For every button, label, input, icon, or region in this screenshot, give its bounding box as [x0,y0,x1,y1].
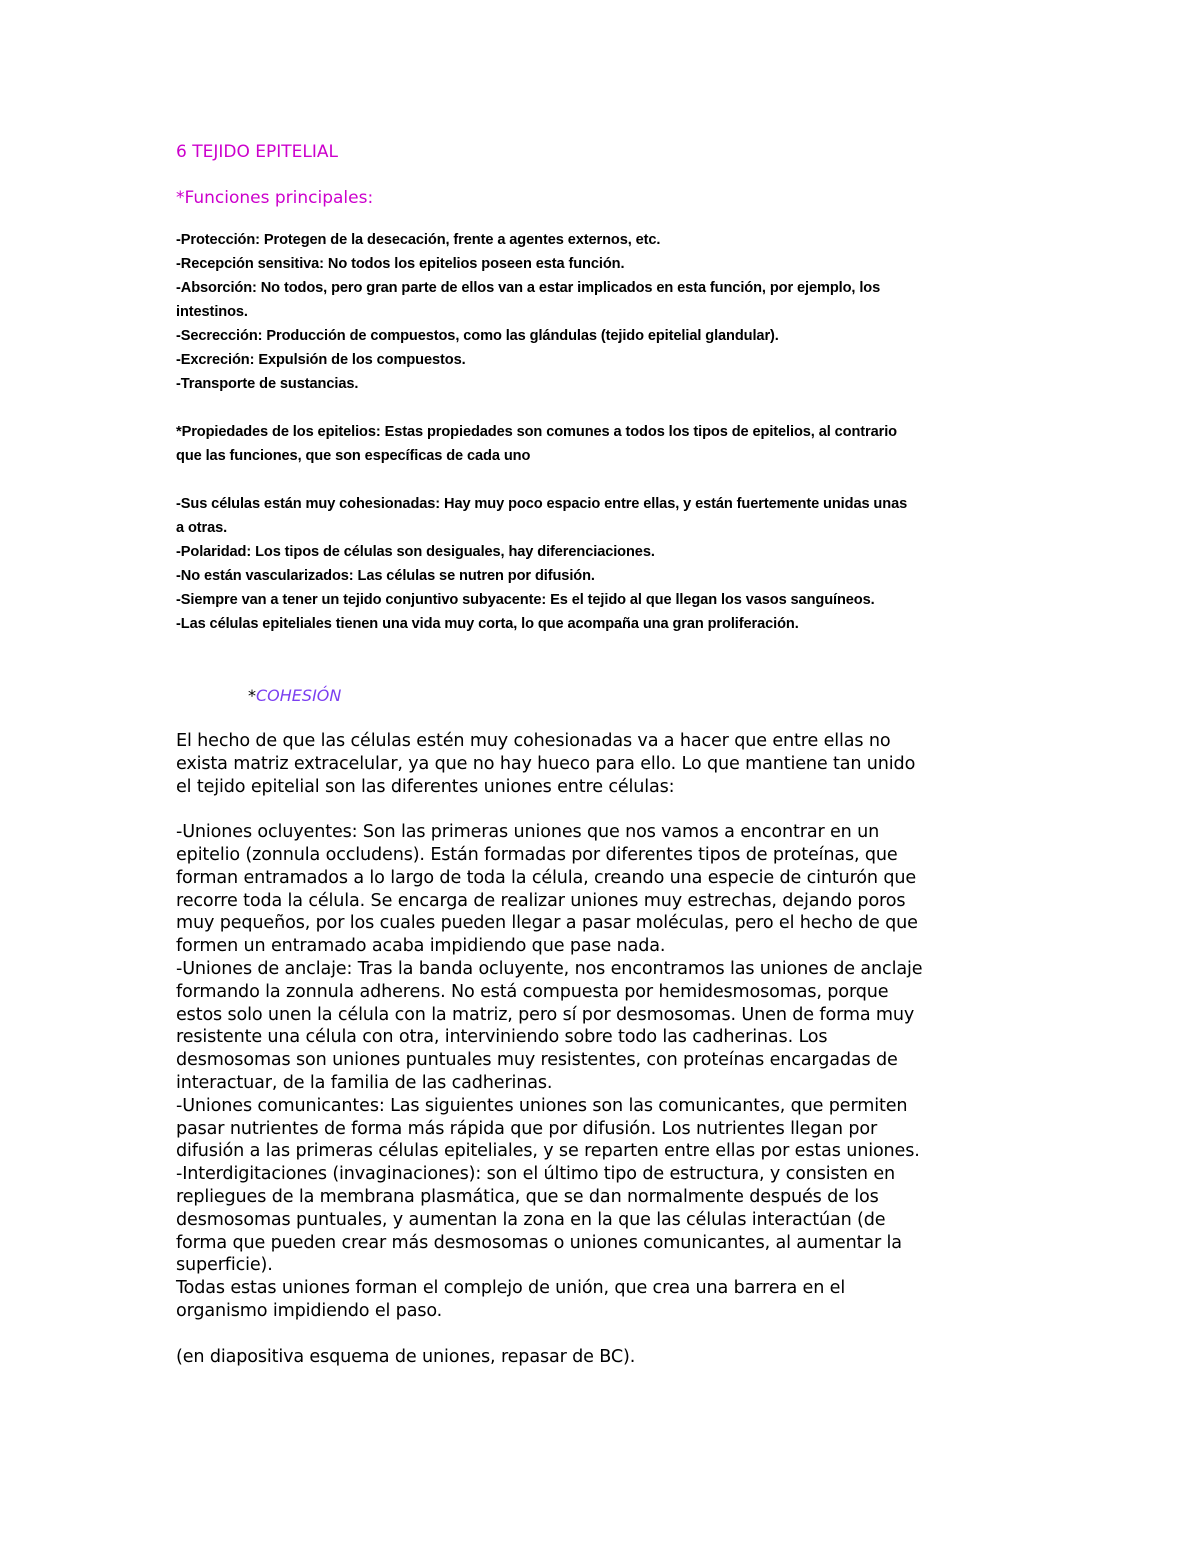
propiedad-line: -Polaridad: Los tipos de células son desiguales, hay diferenciaciones. [176,544,655,560]
uniones-line: recorre toda la célula. Se encarga de realizar uniones muy estrechas, dejando poros [176,890,906,911]
uniones-line: formen un entramado acaba impidiendo que pase nada. [176,936,666,957]
funcion-line: -Excreción: Expulsión de los compuestos. [176,352,466,368]
document-title: 6 TEJIDO EPITELIAL [176,142,338,162]
cohesion-heading-text: COHESIÓN [256,686,342,705]
funcion-line: -Transporte de sustancias. [176,376,359,392]
propiedad-line: -Las células epiteliales tienen una vida muy corta, lo que acompaña una gran proliferación. [176,616,799,632]
uniones-line: formando la zonnula adherens. No está compuesta por hemidesmosomas, porque [176,981,889,1002]
propiedad-line: -No están vascularizados: Las células se nutren por difusión. [176,568,595,584]
propiedades-intro [176,420,1036,468]
uniones-section [176,821,1036,1323]
uniones-line: -Uniones de anclaje: Tras la banda ocluyente, nos encontramos las uniones de anclaje [176,958,923,979]
propiedad-line: -Sus células están muy cohesionadas: Hay muy poco espacio entre ellas, y están fuertemente unidas unas [176,496,908,512]
funciones-list [176,228,1036,396]
uniones-line: desmosomas son uniones puntuales muy resistentes, con proteínas encargadas de [176,1050,898,1071]
funciones-heading: *Funciones principales: [176,188,374,208]
funcion-line: -Protección: Protegen de la desecación, frente a agentes externos, etc. [176,232,661,248]
cohesion-heading [248,684,1036,708]
uniones-line: epitelio (zonnula occludens). Están formadas por diferentes tipos de proteínas, que [176,844,898,865]
intro-line: el tejido epitelial son las diferentes uniones entre células: [176,776,675,797]
uniones-line: pasar nutrientes de forma más rápida que por difusión. Los nutrientes llegan por [176,1118,878,1139]
propiedades-list [176,492,1036,636]
propiedad-line: -Siempre van a tener un tejido conjuntivo subyacente: Es el tejido al que llegan los vasos sanguíneos. [176,592,875,608]
uniones-line: superficie). [176,1255,273,1276]
funcion-line: -Secrección: Producción de compuestos, como las glándulas (tejido epitelial glandular). [176,328,779,344]
uniones-line: -Uniones comunicantes: Las siguientes uniones son las comunicantes, que permiten [176,1095,908,1116]
uniones-line: Todas estas uniones forman el complejo de unión, que crea una barrera en el [176,1278,846,1299]
uniones-line: organismo impidiendo el paso. [176,1300,443,1321]
uniones-line: estos solo unen la célula con la matriz, pero sí por desmosomas. Unen de forma muy [176,1004,915,1025]
intro-line: exista matriz extracelular, ya que no hay hueco para ello. Lo que mantiene tan unido [176,753,916,774]
funcion-line: intestinos. [176,304,248,320]
propiedades-intro-line: que las funciones, que son específicas de cada uno [176,448,531,464]
document-page [176,140,1036,1368]
uniones-line: repliegues de la membrana plasmática, que se dan normalmente después de los [176,1186,879,1207]
uniones-line: forma que pueden crear más desmosomas o uniones comunicantes, al aumentar la [176,1232,902,1253]
uniones-line: desmosomas puntuales, y aumentan la zona en la que las células interactúan (de [176,1209,886,1230]
uniones-line: resistente una célula con otra, interviniendo sobre todo las cadherinas. Los [176,1027,828,1048]
propiedades-intro-line: *Propiedades de los epitelios: Estas propiedades son comunes a todos los tipos de epitelios, al contrario [176,424,897,440]
cohesion-star: * [248,686,256,705]
intro-paragraph [176,730,1036,798]
uniones-line: difusión a las primeras células epiteliales, y se reparten entre ellas por estas uniones. [176,1141,920,1162]
propiedad-line: a otras. [176,520,228,536]
final-note: (en diapositiva esquema de uniones, repasar de BC). [176,1346,636,1367]
funcion-line: -Absorción: No todos, pero gran parte de ellos van a estar implicados en esta función, por ejemplo, los [176,280,881,296]
intro-line: El hecho de que las células estén muy cohesionadas va a hacer que entre ellas no [176,731,891,751]
uniones-line: forman entramados a lo largo de toda la célula, creando una especie de cinturón que [176,867,917,888]
uniones-line: -Uniones ocluyentes: Son las primeras uniones que nos vamos a encontrar en un [176,822,880,843]
funcion-line: -Recepción sensitiva: No todos los epitelios poseen esta función. [176,256,625,272]
uniones-line: muy pequeños, por los cuales pueden llegar a pasar moléculas, pero el hecho de que [176,913,918,934]
uniones-line: -Interdigitaciones (invaginaciones): son el último tipo de estructura, y consisten en [176,1164,896,1185]
uniones-line: interactuar, de la familia de las cadherinas. [176,1072,553,1093]
